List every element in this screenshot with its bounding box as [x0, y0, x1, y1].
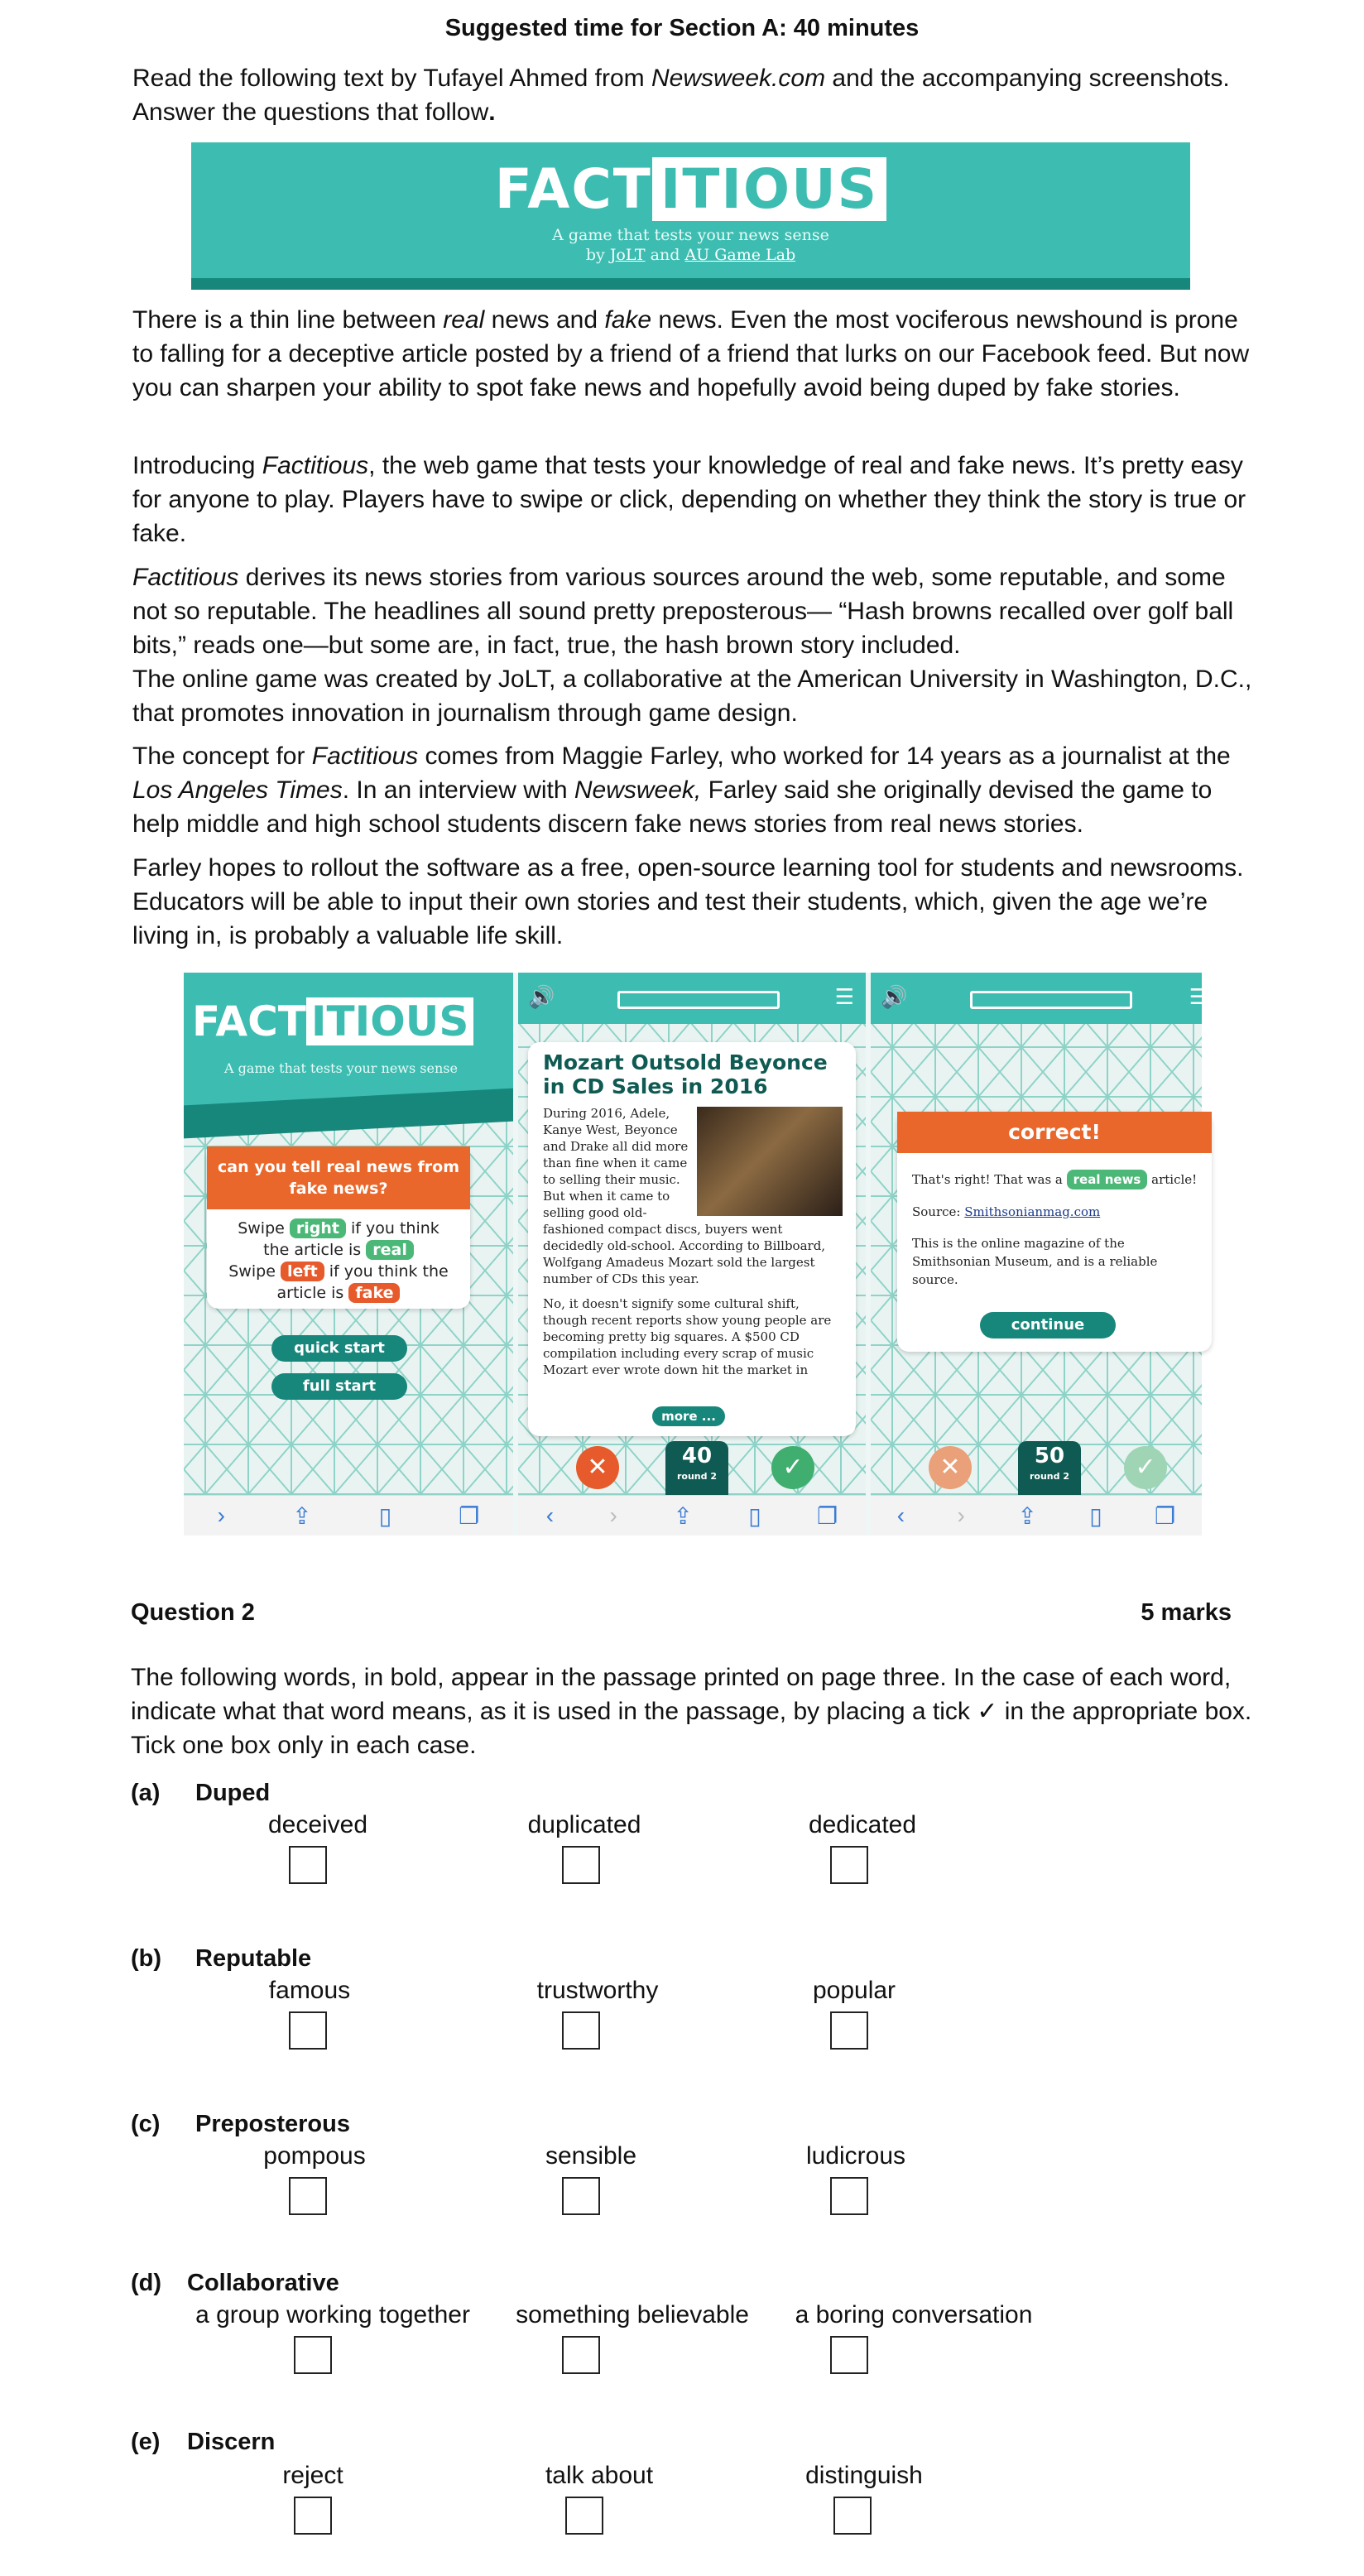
- share-icon[interactable]: ⇪: [673, 1502, 693, 1529]
- article-paragraph-5: The concept for Factitious comes from Maggie Farley, who worked for 14 years as a journalist at the Los Angeles Times. In an interview with Newsweek, Farley said she originally devised the game to help middle and high school students discern fake news stories from real news stories.: [132, 743, 1231, 838]
- correct-banner: correct!: [897, 1112, 1212, 1153]
- share-icon[interactable]: ⇪: [1017, 1502, 1037, 1529]
- answer-option-label: reject: [282, 2462, 343, 2489]
- question-item-word: Collaborative: [187, 2270, 339, 2296]
- bookmarks-icon[interactable]: ▯: [748, 1502, 761, 1529]
- question-item-letter: (e): [131, 2429, 161, 2455]
- factitious-banner: [191, 142, 1190, 290]
- more-button[interactable]: more ...: [652, 1406, 725, 1426]
- article-paragraph-2: Introducing Factitious, the web game that tests your knowledge of real and fake news. It’s pretty easy for anyone to play. Players have to swipe or click, depending on whether they think the story is true or fake.: [132, 452, 1246, 547]
- full-start-button[interactable]: full start: [271, 1373, 407, 1400]
- answer-option-label: duplicated: [527, 1811, 641, 1838]
- share-icon[interactable]: ⇪: [292, 1502, 312, 1529]
- answer-checkbox[interactable]: [830, 2177, 868, 2215]
- question-item-letter: (b): [131, 1945, 162, 1972]
- intro-paragraph: Read the following text by Tufayel Ahmed from Newsweek.com and the accompanying screenshots. Answer the questions that follow.: [132, 65, 1230, 126]
- answer-checkbox[interactable]: [289, 2011, 327, 2050]
- back-icon[interactable]: ‹: [896, 1502, 905, 1528]
- answer-checkbox[interactable]: [562, 2336, 600, 2374]
- answer-checkbox[interactable]: [830, 2336, 868, 2374]
- factitious-logo: FACT ITIOUS: [191, 157, 1190, 221]
- real-check-button[interactable]: ✓: [771, 1446, 814, 1489]
- source-link[interactable]: Smithsonianmag.com: [964, 1204, 1101, 1219]
- browser-toolbar-1: [184, 1495, 513, 1536]
- question-item-word: Reputable: [195, 1945, 312, 1972]
- screen-article: [518, 973, 866, 1536]
- answer-checkbox[interactable]: [830, 1846, 868, 1884]
- fake-x-button-disabled: ✕: [929, 1446, 972, 1489]
- answer-option-label: a group working together: [195, 2301, 470, 2328]
- tabs-icon[interactable]: ❐: [817, 1502, 838, 1529]
- question-marks: 5 marks: [1141, 1599, 1232, 1626]
- menu-icon[interactable]: ☰: [1189, 984, 1208, 1009]
- game-screenshots: [184, 973, 1208, 1536]
- answer-option-label: ludicrous: [805, 2142, 906, 2170]
- back-icon[interactable]: ‹: [545, 1502, 555, 1528]
- start-instructions-card: can you tell real news from fake news? Swipe right if you think the article is real Swipe left if you think the article is fake: [207, 1146, 470, 1309]
- score-display: 50 round 2: [1018, 1441, 1081, 1496]
- answer-option-label: a boring conversation: [795, 2301, 1033, 2328]
- jolt-link[interactable]: JoLT: [609, 246, 646, 264]
- score-display: 40 round 2: [665, 1441, 728, 1496]
- start-tagline: A game that tests your news sense: [224, 1060, 458, 1076]
- tick-icon: ✓: [977, 1698, 998, 1725]
- answer-checkbox[interactable]: [833, 2497, 872, 2535]
- tabs-icon[interactable]: ❐: [459, 1502, 480, 1529]
- answer-option-label: dedicated: [808, 1811, 917, 1838]
- article-paragraph-6: Farley hopes to rollout the software as a free, open-source learning tool for students and newsrooms. Educators will be able to input their own stories and test their students, which, given the age we’re living in, is probably a valuable life skill.: [132, 854, 1244, 949]
- bookmarks-icon[interactable]: ▯: [378, 1502, 392, 1529]
- question-instructions: The following words, in bold, appear in the passage printed on page three. In the case of each word, indicate what that word means, as it is used in the passage, by placing a tick ✓ in the appropriate box. Tick one box only in each case.: [131, 1664, 1252, 1759]
- answer-checkbox[interactable]: [562, 2177, 600, 2215]
- start-logo: FACT ITIOUS: [192, 997, 507, 1045]
- answer-checkbox[interactable]: [289, 1846, 327, 1884]
- quick-start-button[interactable]: quick start: [271, 1335, 407, 1362]
- answer-option-label: talk about: [545, 2462, 654, 2489]
- question-item-letter: (a): [131, 1780, 161, 1806]
- answer-option-label: famous: [268, 1977, 351, 2004]
- browser-toolbar-2: [518, 1495, 866, 1536]
- answer-checkbox[interactable]: [294, 2497, 332, 2535]
- sound-icon[interactable]: 🔊: [528, 984, 555, 1009]
- bookmarks-icon[interactable]: ▯: [1089, 1502, 1102, 1529]
- answer-checkbox[interactable]: [294, 2336, 332, 2374]
- article-paragraph-1: There is a thin line between real news and fake news. Even the most vociferous newshound is prone to falling for a deceptive article posted by a friend of a friend that lurks on our Facebook feed. But now you can sharpen your ability to spot fake news and hopefully avoid being duped by fake stories.: [132, 306, 1250, 401]
- answer-option-label: trustworthy: [536, 1977, 659, 2004]
- article-paragraph-4: The online game was created by JoLT, a collaborative at the American University in Washington, D.C., that promotes innovation in journalism through game design.: [132, 666, 1252, 727]
- section-time-heading: Suggested time for Section A: 40 minutes: [444, 15, 920, 41]
- question-item-word: Discern: [187, 2429, 276, 2455]
- question-title: Question 2: [131, 1599, 255, 1626]
- sound-icon[interactable]: 🔊: [881, 984, 908, 1009]
- tabs-icon[interactable]: ❐: [1155, 1502, 1176, 1529]
- forward-icon[interactable]: ›: [217, 1502, 225, 1528]
- forward-icon: ›: [957, 1502, 965, 1528]
- pencil-progress-icon: [617, 991, 780, 1009]
- forward-icon: ›: [609, 1502, 617, 1528]
- answer-option-label: deceived: [267, 1811, 368, 1838]
- answer-option-label: sensible: [545, 2142, 637, 2170]
- answer-option-label: pompous: [263, 2142, 366, 2170]
- answer-option-label: something believable: [516, 2301, 749, 2328]
- browser-toolbar-3: [871, 1495, 1202, 1536]
- answer-checkbox[interactable]: [562, 2011, 600, 2050]
- answer-checkbox[interactable]: [562, 1846, 600, 1884]
- screen-result: [871, 973, 1208, 1536]
- pencil-progress-icon: [970, 991, 1132, 1009]
- question-item-word: Preposterous: [195, 2111, 350, 2137]
- answer-checkbox[interactable]: [565, 2497, 603, 2535]
- answer-checkbox[interactable]: [289, 2177, 327, 2215]
- banner-tagline: A game that tests your news sense by JoLT and AU Game Lab: [552, 226, 829, 264]
- fake-x-button[interactable]: ✕: [576, 1446, 619, 1489]
- menu-icon[interactable]: ☰: [834, 984, 854, 1009]
- article-card: Mozart Outsold Beyonce in CD Sales in 2016 During 2016, Adele, Kanye West, Beyonce and Drake all did more than fine when it came to selling their music. But when it came to selling good old-fashioned compact discs, buyers went decidedly old-school. According to Billboard, Wolfgang Amadeus Mozart sold the largest number of CDs this year. No, it doesn't signify some cultural shift, though recent reports show young people are becoming pretty big squares. A $500 CD compilation including every scrap of music Mozart ever wrote down hit the market in more ...: [528, 1042, 856, 1436]
- result-card: correct! That's right! That was a real news article! Source: Smithsonianmag.com This is the online magazine of the Smithsonian Museum, and is a reliable source. continue: [897, 1112, 1212, 1352]
- question-item-letter: (d): [131, 2270, 162, 2296]
- real-check-button-disabled: ✓: [1124, 1446, 1167, 1489]
- screen-start: [184, 973, 513, 1536]
- question-item-word: Duped: [195, 1780, 271, 1806]
- article-headline: Mozart Outsold Beyonce in CD Sales in 2016: [543, 1050, 828, 1098]
- au-game-lab-link[interactable]: AU Game Lab: [684, 246, 796, 264]
- continue-button[interactable]: continue: [980, 1312, 1116, 1338]
- article-paragraph-3: Factitious derives its news stories from various sources around the web, some reputable, and some not so reputable. The headlines all sound pretty preposterous— “Hash browns recalled over golf ball bits,” reads one—but some are, in fact, true, the hash brown story included.: [132, 564, 1234, 659]
- question-item-letter: (c): [131, 2111, 161, 2137]
- answer-option-label: distinguish: [805, 2462, 923, 2489]
- answer-checkbox[interactable]: [830, 2011, 868, 2050]
- answer-option-label: popular: [812, 1977, 896, 2004]
